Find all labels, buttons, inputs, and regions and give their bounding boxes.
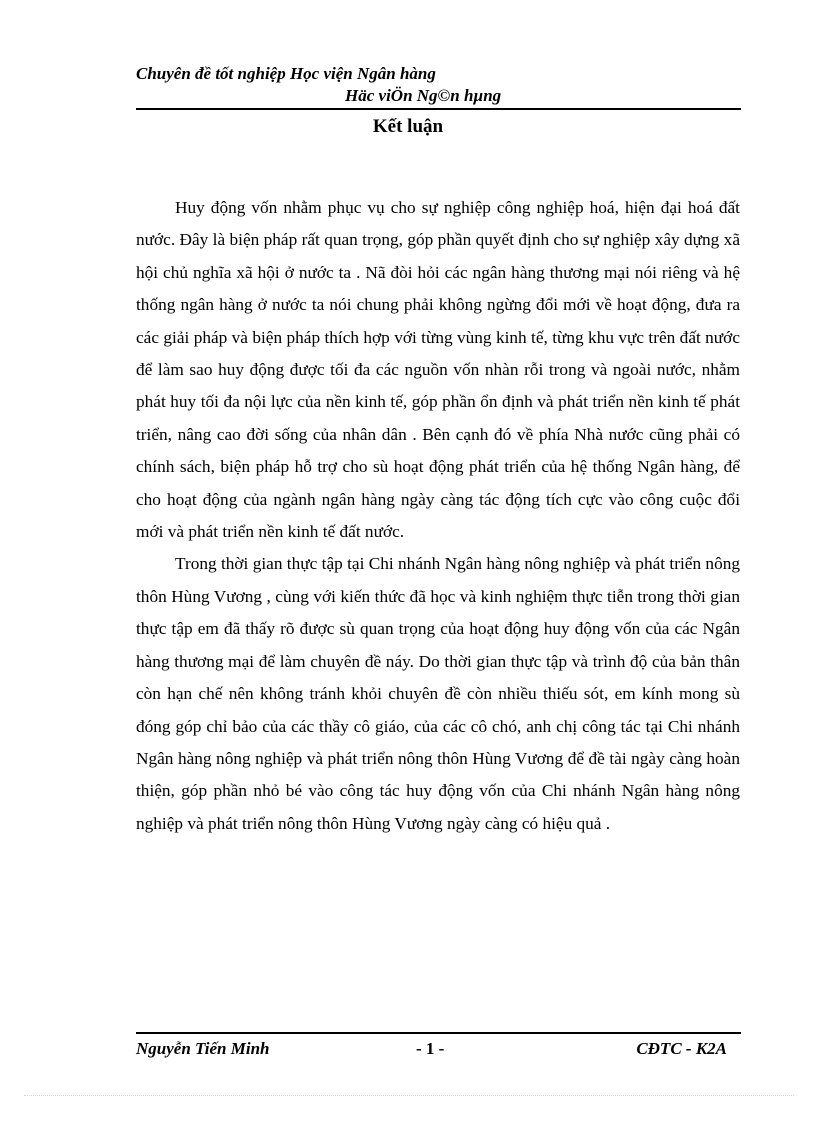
footer-divider bbox=[136, 1032, 741, 1034]
header-divider bbox=[136, 108, 741, 110]
page-number: - 1 - bbox=[416, 1039, 445, 1058]
running-header-subtitle: Häc viÖn Ng©n hµng bbox=[345, 86, 502, 105]
page-boundary bbox=[24, 1095, 794, 1096]
footer-author: Nguyễn Tiến Minh bbox=[136, 1039, 270, 1058]
body-text bbox=[136, 192, 740, 840]
section-title: Kết luận bbox=[372, 116, 444, 137]
paragraph-2: Trong thời gian thực tập tại Chi nhánh Ngân hàng nông nghiệp và phát triển nông thôn Hùng Vương , cùng với kiến thức đã học và kinh nghiệm thực tiễn trong thời gian thực tập em đã thấy rõ được sù quan trọng của hoạt động huy động vốn của các Ngân hàng thương mại để làm chuyên đề náy. Do thời gian thực tập và trình độ của bản thân còn hạn chế nên không tránh khỏi chuyên đề còn nhiều thiếu sót, em kính mong sù đóng góp chỉ bảo của các thầy cô giáo, của các cô chó, anh chị công tác tại Chi nhánh Ngân hàng nông nghiệp và phát triển nông thôn Hùng Vương để đề tài ngày càng hoàn thiện, góp phần nhỏ bé vào công tác huy động vốn của Chi nhánh Ngân hàng nông nghiệp và phát triển nông thôn Hùng Vương ngày càng có hiệu quả . bbox=[136, 554, 740, 833]
page-footer bbox=[136, 1039, 741, 1063]
running-header-title: Chuyên đề tốt nghiệp Học viện Ngân hàng bbox=[136, 64, 436, 83]
footer-class-code: CĐTC - K2A bbox=[636, 1039, 727, 1058]
paragraph-1: Huy động vốn nhằm phục vụ cho sự nghiệp công nghiệp hoá, hiện đại hoá đất nước. Đây là biện pháp rất quan trọng, góp phần quyết định cho sự nghiệp xây dựng xã hội chủ nghĩa xã hội ở nước ta . Nã đòi hỏi các ngân hàng thương mại nói riêng và hệ thống ngân hàng ở nước ta nói chung phải không ngừng đổi mới về hoạt động, đưa ra các giải pháp và biện pháp thích hợp với từng vùng kinh tế, từng khu vực trên đất nước để làm sao huy động được tối đa các nguồn vốn nhàn rỗi trong và ngoài nước, nhằm phát huy tối đa nội lực của nền kinh tế, góp phần ổn định và phát triển nền kinh tế phát triển, nâng cao đời sống của nhân dân . Bên cạnh đó về phía Nhà nước cũng phải có chính sách, biện pháp hỗ trợ cho sù hoạt động phát triển của hệ thống Ngân hàng, để cho hoạt động của ngành ngân hàng ngày càng tác động tích cực vào công cuộc đổi mới và phát triển nền kinh tế đất nước. bbox=[136, 198, 740, 542]
